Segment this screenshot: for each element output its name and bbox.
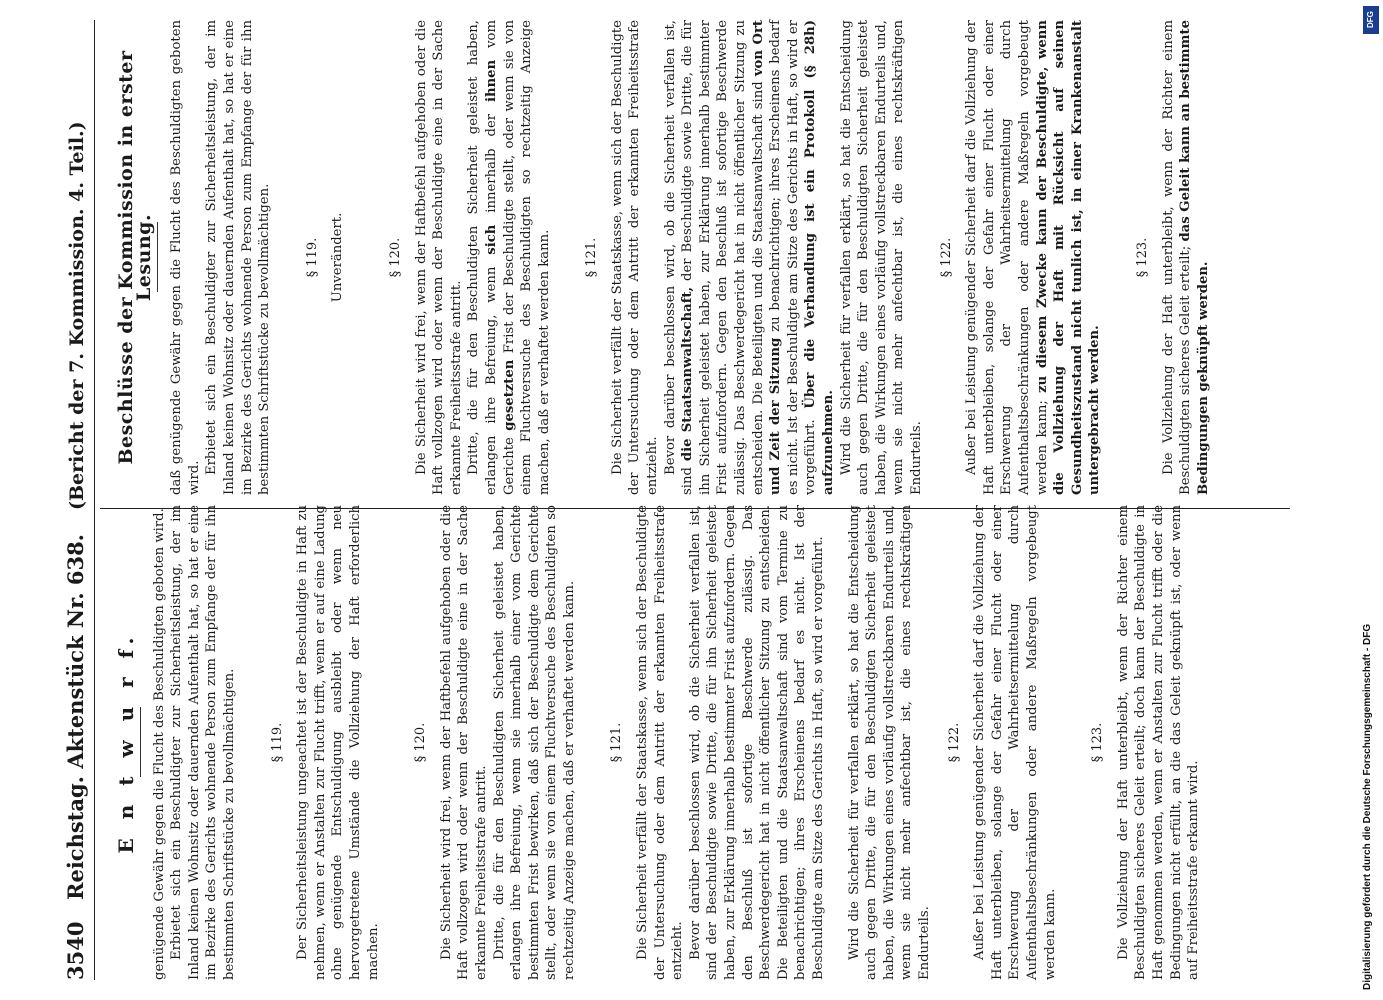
section-119-text: Unverändert. [330,212,346,303]
section-121-title: § 121. [609,722,625,763]
draft-heading: E n t w u r f. [114,631,138,854]
section-119-text: Der Sicherheitsleistung ungeachtet ist der Beschuldigte in Haft zu nehmen, wenn er Anstalten zur Flucht trifft, wenn er auf eine Ladung ohne genügende Entschuldigung ausbleibt oder wenn neu hervorgetretene Umstände die Vollziehung der Haft erforderlich machen. [295,505,381,980]
amendment-text: sich [483,224,499,255]
amendment-text: zu diesem Zwecke kann der Beschuldigte, wenn die Vollziehung der Haft mit Rücksicht auf seinen Gesundheitszustand nicht tunlich ist, in einer Krankenanstalt untergebracht werden. [1034,20,1103,495]
section-121-text-3: Wird die Sicherheit für verfallen erklärt, so hat die Entscheidung auch gegen Dritte, die für den Beschuldigten Sicherheit geleistet haben, die Wirkungen eines vorläufig vollstreckbaren Endurteils und, wenn sie nicht mehr anfechtbar ist, die eines rechtskräftigen Endurteils. [838,20,924,495]
section-121-title: § 121. [584,237,600,278]
section-120-text-2: Dritte, die für den Beschuldigten Sicherheit geleistet haben, erlangen ihre Befreiung, wenn sich innerhalb der ihnen vom Gerichte gesetzten Frist der Beschuldigte stellt, oder wenn sie von einem Fluchtversuche des Beschuldigten so rechtzeitig Anzeige machen, daß er verhaftet werden kann. [466,19,552,495]
digitization-note: Digitalisierung gefördert durch die Deutsche Forschungsgemeinschaft - DFG [1362,623,1373,990]
draft-column [112,505,1272,980]
source-title: Reichstag. Aktenstück Nr. 638. [63,534,88,900]
intro-text-2: Erbietet sich ein Beschuldigter zur Sicherheitsleistung, der im Inland keinen Wohnsitz oder dauernden Aufenthalt hat, so hat er eine im Bezirke des Gerichts wohnende Person zum Empfange der für ihn bestimmten Schriftstücke zu bevollmächtigen. [204,20,273,495]
report-reference: (Bericht der 7. Kommission. 4. Teil.) [66,121,88,510]
section-121-text-2: Bevor darüber beschlossen wird, ob die Sicherheit verfallen ist, sind die Staatsanwaltschaft, der Beschuldigte sowie Dritte, die für ihn Sicherheit geleistet haben, zur Erklärung innerhalb bestimmter Frist aufzufordern. Gegen den Beschluß ist sofortige Beschwerde zulässig. Das Beschwerdegericht hat in nicht öffentlicher Sitzung zu entscheiden. Die Beteiligten und die Staatsanwaltschaft sind von Ort und Zeit der Sitzung zu benachrichtigen; ihres Erscheinens bedarf es nicht. Ist der Beschuldigte am Sitze des Gerichts in Haft, so wird er vorgeführt. Über die Verhandlung ist ein Protokoll (§ 28h) aufzunehmen. [662,19,836,495]
page-number: 3540 [63,921,88,980]
page-header [58,20,95,980]
amendment-text: ihnen [483,59,499,102]
section-123-text: Die Vollziehung der Haft unterbleibt, wenn der Richter einem Beschuldigten sicheres Geleit erteilt; das Geleit kann an bestimmte Bedingungen geknüpft werden. [1160,20,1211,495]
intro-text: genügende Gewähr gegen die Flucht des Beschuldigten geboten wird. [151,508,167,980]
section-122-title: § 122. [938,237,954,278]
section-121-text-3: Wird die Sicherheit für verfallen erklärt, so hat die Entscheidung auch gegen Dritte, die für den Beschuldigten Sicherheit geleistet haben, die Wirkungen eines vorläufig vollstreckbaren Endurteils und, wenn sie nicht mehr anfechtbar ist, die eines rechtskräftigen Endurteils. [846,505,932,980]
amendment-text: von Ort und Zeit der Sitzung [750,20,784,495]
heading-rule [157,223,158,293]
section-122-text: Außer bei Leistung genügender Sicherheit darf die Vollziehung der Haft unterbleiben, solange der Gefahr einer Flucht oder einer Erschwerung der Wahrheitsermittelung durch Aufenthaltsbeschränkungen oder andere Maßregeln vorgebeugt werden kann. [972,505,1058,980]
section-120-title: § 120. [387,237,403,278]
section-121-text-2: Bevor darüber beschlossen wird, ob die Sicherheit verfallen ist, sind der Beschuldigte sowie Dritte, die für ihn Sicherheit geleistet haben, zur Erklärung innerhalb bestimmter Frist aufzufordern. Gegen den Beschluß ist sofortige Beschwerde zulässig. Das Beschwerdegericht hat in nicht öffentlicher Sitzung zu entscheiden. Die Beteiligten und die Staatsanwaltschaft sind vom Termine zu benachrichtigen; ihres Erscheinens bedarf es nicht. Ist der Beschuldigte am Sitze des Gerichts in Haft, so wird er vorgeführt. [687,505,826,980]
heading-rule [140,708,141,778]
section-122-title: § 122. [946,722,962,763]
section-120-text-1: Die Sicherheit wird frei, wenn der Haftbefehl aufgehoben oder die Haft vollzogen wird oder wenn der Beschuldigte eine in der Sache erkannte Freiheitsstrafe antritt. [438,505,489,980]
section-120-text-1: Die Sicherheit wird frei, wenn der Haftbefehl aufgehoben oder die Haft vollzogen wird oder wenn der Beschuldigte eine in der Sache erkannte Freiheitsstrafe antritt. [413,20,464,495]
section-119-title: § 119. [304,237,320,278]
section-123-text: Die Vollziehung der Haft unterbleibt, wenn der Richter einem Beschuldigten sicheres Geleit erteilt; doch kann der Beschuldigte in Haft genommen werden, wenn er Anstalten zur Flucht trifft oder die Bedingungen nicht erfüllt, an die das Geleit geknüpft ist, oder wenn auf Freiheitsstrafe erkannt wird. [1115,505,1202,980]
section-120-text-2: Dritte, die für den Beschuldigten Sicherheit geleistet haben, erlangen ihre Befreiung, wenn sie innerhalb einer vom Gerichte bestimmten Frist bewirken, daß sich der Beschuldigte dem Gerichte stellt, oder wenn sie von einem Fluchtversuche des Beschuldigten so rechtzeitig Anzeige machen, daß er verhaftet werden kann. [491,505,577,980]
section-121-text-1: Die Sicherheit verfällt der Staatskasse, wenn sich der Beschuldigte der Untersuchung oder dem Antritt der erkannten Freiheitsstrafe entzieht. [635,505,686,980]
amendment-text: Über die Verhandlung ist ein Protokoll (§ 28h) aufzunehmen. [803,20,836,495]
section-123-title: § 123. [1134,237,1150,278]
intro-text: daß genügende Gewähr gegen die Flucht des Beschuldigten geboten wird. [169,20,202,495]
section-123-title: § 123. [1090,722,1106,763]
commission-heading: Beschlüsse der Kommission in erster Lesung. [115,50,155,465]
intro-text-2: Erbietet sich ein Beschuldigter zur Sicherheitsleistung, der im Inland keinen Wohnsitz oder dauernden Aufenthalt hat, so hat er eine im Bezirke des Gerichts wohnende Person zum Empfange der für ihn bestimmten Schriftstücke zu bevollmächtigen. [169,505,237,980]
amendment-text: das Geleit kann an bestimmte Bedingungen geknüpft werden. [1178,20,1211,495]
amendment-text: die Staatsanwaltschaft, [680,286,696,462]
section-119-title: § 119. [269,722,285,763]
section-122-text: Außer bei Leistung genügender Sicherheit darf die Vollziehung der Haft unterbleiben, solange der Gefahr einer Flucht oder einer Erschwerung der Wahrheitsermittelung durch Aufenthaltsbeschränkungen oder andere Maßregeln vorgebeugt werden kann; zu diesem Zwecke kann der Beschuldigte, wenn die Vollziehung der Haft mit Rücksicht auf seinen Gesundheitszustand nicht tunlich ist, in einer Krankenanstalt untergebracht werden. [964,20,1103,495]
dfg-logo: DFG [1363,6,1379,34]
section-120-title: § 120. [413,722,429,763]
commission-column [112,20,1272,495]
section-121-text-1: Die Sicherheit verfällt der Staatskasse, wenn sich der Beschuldigte der Untersuchung oder dem Antritt der erkannten Freiheitsstrafe entzieht. [609,20,661,495]
amendment-text: gesetzten [501,359,517,431]
